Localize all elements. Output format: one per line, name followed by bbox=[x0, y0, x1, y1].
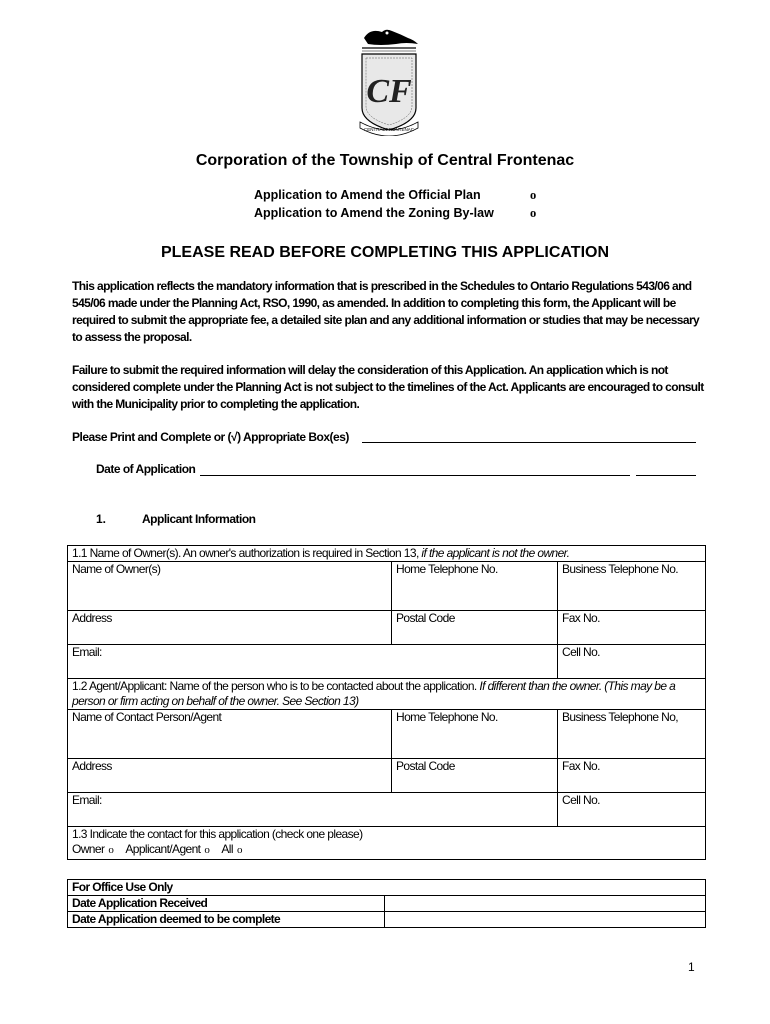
amend-zoning-bylaw-checkbox[interactable]: o bbox=[530, 206, 537, 220]
agent-address-field[interactable] bbox=[68, 759, 392, 793]
agent-home-phone-label: Home Telephone No. bbox=[396, 710, 498, 724]
owner-section-intro: 1.1 Name of Owner(s). An owner's authorization is required in Section 13, bbox=[72, 546, 419, 560]
agent-email-label: Email: bbox=[72, 793, 102, 807]
amend-official-plan-label: Application to Amend the Official Plan bbox=[254, 188, 481, 202]
agent-cell-label: Cell No. bbox=[562, 793, 600, 807]
contact-choice-options bbox=[72, 842, 701, 858]
mandatory-info-paragraph: This application reflects the mandatory information that is prescribed in the Schedules to Ontario Regulations 543/06 and 545/06 made under the Planning Act, RSO, 1990, as amended. In addition to completing this form, the Applicant will be required to submit the appropriate fee, a detailed site plan and any additional information or studies that may be necessary to assess the proposal. bbox=[72, 279, 700, 344]
office-use-table bbox=[67, 879, 706, 928]
page-number: 1 bbox=[688, 960, 695, 974]
owner-section-header bbox=[68, 546, 706, 562]
agent-cell-field[interactable] bbox=[558, 793, 706, 827]
contact-option-agent-checkbox[interactable]: o bbox=[204, 844, 210, 856]
agent-address-label: Address bbox=[72, 759, 112, 773]
owner-address-label: Address bbox=[72, 611, 112, 625]
logo-monogram: CF bbox=[366, 73, 412, 110]
agent-postal-code-field[interactable] bbox=[392, 759, 558, 793]
agent-name-label: Name of Contact Person/Agent bbox=[72, 710, 222, 724]
amend-zoning-bylaw-line bbox=[254, 206, 537, 220]
contact-option-all-label: All bbox=[221, 842, 233, 856]
contact-option-all-checkbox[interactable]: o bbox=[236, 844, 242, 856]
owner-name-label: Name of Owner(s) bbox=[72, 562, 161, 576]
agent-section-note: If different than the owner. (This may be a person or firm acting on behalf of the owner. See Section 13) bbox=[72, 679, 676, 708]
document-title: Corporation of the Township of Central Frontenac bbox=[195, 152, 575, 169]
owner-home-phone-label: Home Telephone No. bbox=[396, 562, 498, 576]
agent-business-phone-field[interactable] bbox=[558, 710, 706, 759]
applicant-info-table bbox=[67, 545, 706, 860]
contact-choice-section bbox=[68, 827, 706, 860]
agent-postal-code-label: Postal Code bbox=[396, 759, 455, 773]
agent-fax-label: Fax No. bbox=[562, 759, 600, 773]
date-received-label: Date Application Received bbox=[68, 896, 385, 912]
agent-email-field[interactable] bbox=[68, 793, 558, 827]
agent-section-intro: 1.2 Agent/Applicant: Name of the person who is to be contacted about the application. bbox=[72, 679, 477, 693]
agent-fax-field[interactable] bbox=[558, 759, 706, 793]
date-of-application-field[interactable] bbox=[200, 475, 630, 476]
owner-address-field[interactable] bbox=[68, 611, 392, 645]
date-complete-field[interactable] bbox=[385, 912, 706, 928]
owner-business-phone-field[interactable] bbox=[558, 562, 706, 611]
owner-fax-label: Fax No. bbox=[562, 611, 600, 625]
owner-fax-field[interactable] bbox=[558, 611, 706, 645]
date-of-application-label: Date of Application bbox=[96, 462, 196, 476]
owner-postal-code-field[interactable] bbox=[392, 611, 558, 645]
office-use-title: For Office Use Only bbox=[68, 880, 706, 896]
failure-notice-paragraph: Failure to submit the required information will delay the consideration of this Application. An application which is not considered complete under the Planning Act is not subject to the timelines of the Act. Applicants are encouraged to consult with the Municipality prior to completing the application. bbox=[72, 363, 704, 411]
amend-official-plan-line bbox=[254, 188, 537, 202]
contact-option-owner-label: Owner bbox=[72, 842, 105, 856]
owner-postal-code-label: Postal Code bbox=[396, 611, 455, 625]
date-of-application-field-extra[interactable] bbox=[636, 475, 696, 476]
logo-ribbon-text: CENTRAL FRONTENAC bbox=[363, 127, 415, 132]
amend-official-plan-checkbox[interactable]: o bbox=[530, 188, 537, 202]
contact-option-agent-label: Applicant/Agent bbox=[125, 842, 201, 856]
agent-name-field[interactable] bbox=[68, 710, 392, 759]
owner-name-field[interactable] bbox=[68, 562, 392, 611]
agent-section-header bbox=[68, 679, 706, 710]
agent-home-phone-field[interactable] bbox=[392, 710, 558, 759]
owner-home-phone-field[interactable] bbox=[392, 562, 558, 611]
section-title: Applicant Information bbox=[142, 512, 256, 526]
contact-option-owner-checkbox[interactable]: o bbox=[108, 844, 114, 856]
print-instruction-underline bbox=[362, 442, 696, 443]
section-number: 1. bbox=[96, 512, 107, 526]
owner-section-note: if the applicant is not the owner. bbox=[421, 546, 570, 560]
contact-choice-prompt: 1.3 Indicate the contact for this application (check one please) bbox=[72, 827, 363, 841]
owner-email-label: Email: bbox=[72, 645, 102, 659]
print-instruction: Please Print and Complete or (√) Appropriate Box(es) bbox=[72, 430, 349, 444]
amend-zoning-bylaw-label: Application to Amend the Zoning By-law bbox=[254, 206, 494, 220]
agent-business-phone-label: Business Telephone No, bbox=[562, 710, 678, 724]
township-logo bbox=[356, 26, 422, 136]
loon-icon bbox=[364, 30, 418, 45]
instructions-heading: PLEASE READ BEFORE COMPLETING THIS APPLICATION bbox=[160, 244, 610, 261]
owner-cell-field[interactable] bbox=[558, 645, 706, 679]
date-complete-label: Date Application deemed to be complete bbox=[68, 912, 385, 928]
date-received-field[interactable] bbox=[385, 896, 706, 912]
owner-cell-label: Cell No. bbox=[562, 645, 600, 659]
owner-email-field[interactable] bbox=[68, 645, 558, 679]
owner-business-phone-label: Business Telephone No. bbox=[562, 562, 678, 576]
